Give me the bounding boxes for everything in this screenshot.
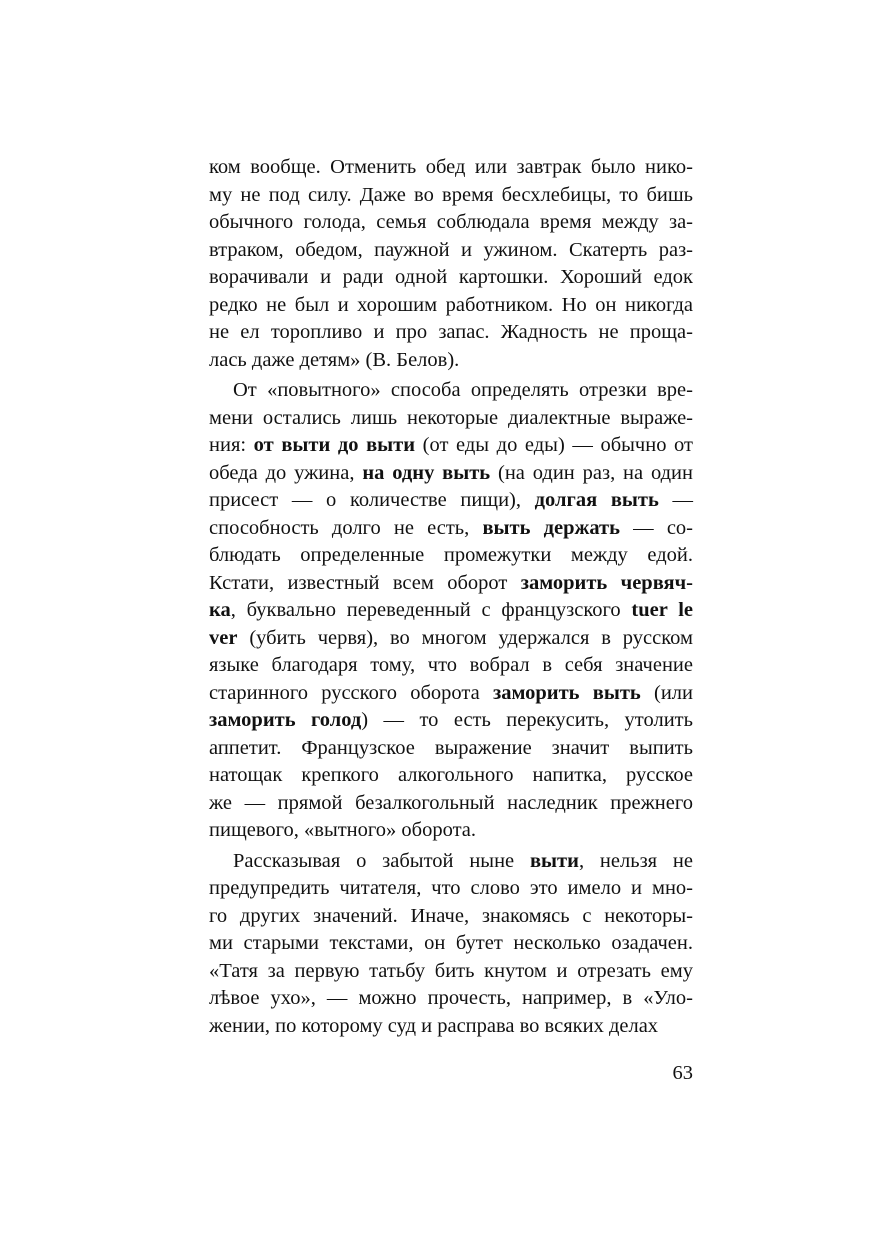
text-line (209, 182, 693, 210)
text-run: (убить червя), во многом удержался в русском (237, 626, 693, 649)
text-line (209, 377, 693, 405)
text-line (209, 570, 693, 598)
text-line (209, 347, 693, 375)
text-run: (или (640, 681, 694, 704)
text-line (209, 432, 693, 460)
text-line (209, 875, 693, 903)
text-line (209, 625, 693, 653)
text-run: Кстати, известный всем оборот (209, 571, 521, 594)
text-line (209, 848, 693, 876)
text-line (209, 790, 693, 818)
text-run: (на один раз, на один (490, 461, 693, 484)
text-line (209, 735, 693, 763)
text-run: , буквально переведенный с французского (230, 599, 632, 621)
text-line (209, 542, 693, 570)
text-run: натощак крепкого алкогольного напитка, русское (209, 764, 693, 786)
text-run: От «повытного» способа определять отрезки вре- (233, 379, 693, 401)
text-line (209, 154, 693, 182)
text-run: способность долго не есть, (209, 516, 483, 539)
bold-term: от выти до выти (253, 434, 416, 456)
text-line (209, 930, 693, 958)
bold-term: на одну выть (362, 461, 491, 484)
text-line (209, 680, 693, 708)
text-line (209, 597, 693, 625)
bold-term: долгая выть (534, 489, 659, 511)
text-run: втраком, обедом, паужной и ужином. Скатерть раз- (209, 238, 693, 261)
text-line (209, 460, 693, 488)
text-line (209, 264, 693, 292)
text-line (209, 817, 693, 845)
text-line (209, 515, 693, 543)
text-run: старинного русского оборота (209, 681, 493, 704)
page-body (209, 154, 693, 1043)
text-run: ния: (209, 434, 254, 456)
text-run: предупредить читателя, что слово это имело и мно- (209, 877, 693, 899)
text-line (209, 652, 693, 680)
bold-term: заморить червяч- (520, 571, 693, 594)
bold-term: заморить голод (209, 709, 362, 731)
text-line (209, 319, 693, 347)
text-line (209, 958, 693, 986)
text-run: ) — то есть перекусить, утолить (361, 709, 693, 731)
text-line (209, 405, 693, 433)
paragraph (209, 154, 693, 374)
text-run: жении, по которому суд и расправа во всяких делах (209, 1014, 659, 1037)
text-line (209, 985, 693, 1013)
text-run: лѣвое ухо», — можно прочесть, например, в «Уло- (209, 987, 693, 1009)
text-run: блюдать определенные промежутки между едой. (209, 544, 693, 566)
text-run: не ел торопливо и про запас. Жадность не проща- (209, 321, 693, 343)
text-line (209, 237, 693, 265)
bold-term: выть держать (482, 516, 620, 539)
text-run: го других значений. Иначе, знакомясь с некоторы- (209, 904, 693, 927)
text-run: редко не был и хорошим работником. Но он никогда (209, 293, 693, 316)
text-line (209, 209, 693, 237)
text-run: присест — о количестве пищи), (209, 489, 535, 511)
text-run: ми старыми текстами, он бутет несколько озадачен. (209, 932, 693, 954)
text-run: обычного голода, семья соблюдала время между за- (209, 211, 693, 233)
text-run: «Татя за первую татьбу бить кнутом и отрезать ему (209, 959, 693, 982)
text-run: лась даже детям» (В. Белов). (209, 348, 460, 371)
text-line (209, 1013, 693, 1041)
bold-term: tuer le (631, 599, 693, 621)
paragraph (209, 377, 693, 845)
bold-term: выти (529, 849, 579, 872)
text-run: — (658, 489, 693, 511)
bold-term: ка (209, 599, 231, 621)
text-line (209, 487, 693, 515)
text-run: , нельзя не (578, 849, 693, 872)
text-line (209, 762, 693, 790)
text-run: аппетит. Французское выражение значит выпить (209, 736, 693, 759)
text-run: ком вообще. Отменить обед или завтрак было нико- (209, 156, 693, 178)
text-run: же — прямой безалкогольный наследник прежнего (209, 791, 693, 814)
text-line (209, 707, 693, 735)
text-run: му не под силу. Даже во время бесхлебицы, то бишь (209, 183, 693, 206)
text-run: (от еды до еды) — обычно от (415, 434, 693, 456)
text-run: пищевого, «вытного» оборота. (209, 819, 477, 841)
bold-term: заморить выть (492, 681, 641, 704)
text-line (209, 903, 693, 931)
text-run: Рассказывая о забытой ныне (233, 849, 530, 872)
bold-term: ver (209, 626, 238, 649)
text-line (209, 292, 693, 320)
text-run: — со- (619, 516, 693, 539)
text-run: ворачивали и ради одной картошки. Хороший едок (209, 266, 693, 288)
text-run: языке благодаря тому, что вобрал в себя значение (209, 654, 693, 676)
text-run: обеда до ужина, (209, 461, 363, 484)
paragraph (209, 848, 693, 1041)
text-run: мени остались лишь некоторые диалектные выраже- (209, 406, 693, 429)
page-number: 63 (672, 1062, 693, 1084)
